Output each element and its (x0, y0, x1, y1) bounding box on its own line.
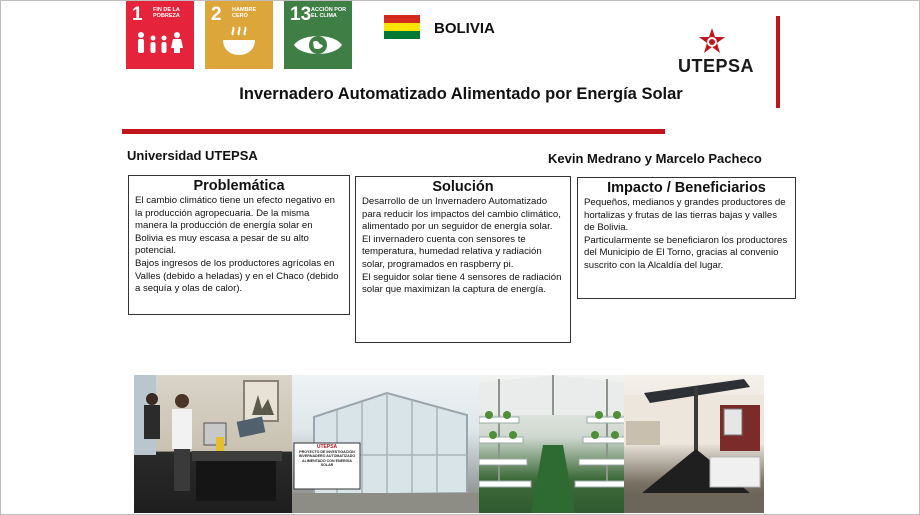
project-sign (296, 444, 358, 468)
family-icon (126, 1, 194, 69)
sign-line-2: INVERNADERO AUTOMATIZADO ALIMENTADO CON ENERGÍA SOLAR (298, 454, 356, 468)
authors: Kevin Medrano y Marcelo Pacheco (548, 151, 762, 166)
horizontal-accent-bar (122, 129, 665, 134)
impact-box (577, 177, 796, 299)
sdg-number: 1 (132, 4, 143, 25)
photo-presentation (134, 375, 294, 513)
photo-strip (134, 375, 764, 513)
problem-text-1: El cambio climático tiene un efecto negativo en la producción agropecuaria. De la misma manera la producción de energía solar en Bolivia es muy escasa a pesar de su alto potencial. (135, 195, 335, 257)
solution-heading: Solución (432, 179, 494, 195)
utepsa-star-icon (697, 27, 727, 57)
solution-text-1: Desarrollo de un Invernadero Automatizado para reducir los impactos del cambio climático, alimentado por un seguidor de energía solar. (362, 196, 561, 233)
problem-heading: Problemática (193, 178, 285, 194)
sdg-number: 2 (211, 4, 222, 25)
sdg-label: ACCIÓN POR EL CLIMA (311, 7, 347, 19)
sdg-label: FIN DE LA POBREZA (153, 7, 180, 19)
photo-greenhouse-interior (479, 375, 627, 513)
bolivia-flag (384, 15, 420, 39)
utepsa-logo-text: UTEPSA (678, 56, 755, 76)
sdg-number: 13 (290, 4, 312, 25)
greenhouse-interior-image (479, 375, 627, 513)
photo-greenhouse-exterior (292, 375, 482, 513)
bowl-icon (205, 1, 273, 69)
sdg-13-tile (284, 1, 352, 69)
sdg-2-tile (205, 1, 273, 69)
sign-org: UTEPSA (316, 444, 338, 450)
presentation-scene-image (134, 375, 294, 513)
sign-line-1: PROYECTO DE INVESTIGACIÓN (299, 450, 355, 454)
sdg-1-tile (126, 1, 194, 69)
problem-box (128, 175, 350, 315)
photo-solar-tracker (624, 375, 764, 513)
country-name: BOLIVIA (434, 20, 495, 37)
solution-text-3: El seguidor solar tiene 4 sensores de radiación solar que maximizan la captura de energía. (362, 271, 562, 296)
vertical-accent-bar (776, 16, 780, 108)
solution-box (355, 176, 571, 343)
impact-text-2: Particularmente se beneficiaron los productores del Municipio de El Torno, gracias al convenio suscrito con la Alcaldía del lugar. (584, 234, 788, 271)
problem-text-2: Bajos ingresos de los productores agrícolas en Valles (debido a heladas) y en el Chaco (debido a sequía y olas de calor). (135, 257, 339, 295)
page-title: Invernadero Automatizado Alimentado por Energía Solar (239, 85, 683, 103)
university-name: Universidad UTEPSA (127, 148, 258, 163)
impact-heading: Impacto / Beneficiarios (607, 180, 766, 196)
climate-eye-icon (284, 1, 352, 69)
solar-tracker-image (624, 375, 764, 513)
sdg-label: HAMBRE CERO (232, 7, 257, 19)
solution-text-2: El invernadero cuenta con sensores te temperatura, humedad relativa y radiación solar, programados en raspberry pi. (362, 233, 542, 270)
impact-text-1: Pequeños, medianos y grandes productores de hortalizas y frutas de las tierras bajas y valles de Bolivia. (584, 197, 786, 234)
